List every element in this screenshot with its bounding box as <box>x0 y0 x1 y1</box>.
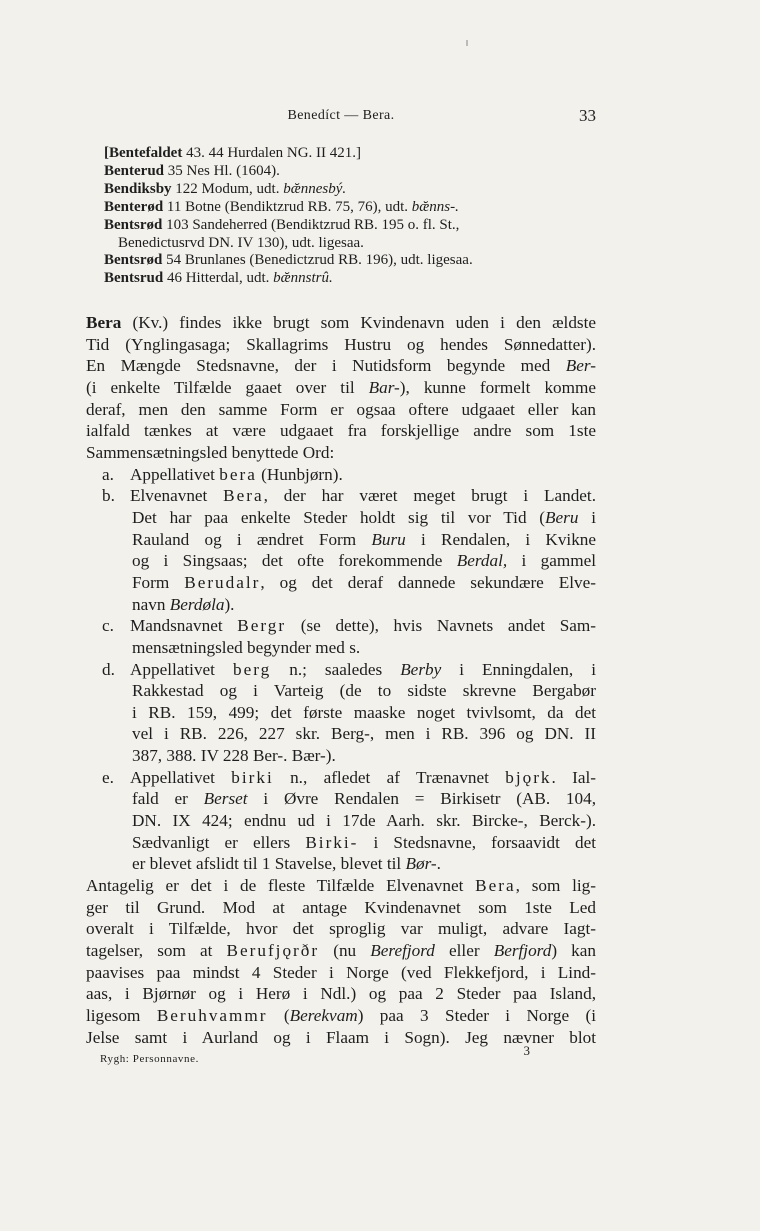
list-item-e: e. Appellativet birki n., afledet af Trænavnet bjǫrk. Ial- <box>102 767 596 787</box>
list-item-c: c. Mandsnavnet Bergr (se dette), hvis Navnets andet Sam- <box>102 616 596 636</box>
text-line: Sammensætningsled benyttede Ord: <box>86 442 335 462</box>
text-line: og i Singsaas; det ofte forekommende Berdal, i gammel <box>132 551 597 571</box>
entry-benterod: Benterød 11 Botne (Bendiktzrud RB. 75, 76), udt. bæ̆nns-. <box>104 198 459 215</box>
text-line: ialfald tænkes at være udgaaet fra forskjellige andre som 1ste <box>86 421 596 441</box>
entry-bentsrud: Bentsrud 46 Hitterdal, udt. bæ̆nnstrû. <box>104 270 333 287</box>
text-line: Rauland og i ændret Form Buru i Rendalen, i Kvikne <box>132 529 597 549</box>
headword-bera: Bera <box>86 313 122 332</box>
text-line: En Mængde Stedsnavne, der i Nutidsform begynde med Ber- <box>86 356 596 376</box>
text-line: vel i RB. 226, 227 skr. Berg-, men i RB. 396 og DN. II <box>132 724 596 744</box>
page-footer <box>100 1043 530 1073</box>
text-line: mensætningsled begynder med s. <box>132 637 361 657</box>
page-header <box>86 106 596 128</box>
speck <box>466 40 468 46</box>
text-line: DN. IX 424; endnu ud i 17de Aarh. skr. Bircke-, Berck-). <box>132 811 596 831</box>
list-item-b: b. Elvenavnet Bera, der har været meget brugt i Landet. <box>102 486 596 506</box>
entry-bendiksby: Bendiksby 122 Modum, udt. bæ̆nnesbý. <box>104 180 347 197</box>
text-line: Det har paa enkelte Steder holdt sig til vor Tid (Beru i <box>132 507 597 527</box>
text-line: Form Berudalr, og det deraf dannede sekundære Elve- <box>132 572 596 592</box>
text-line: tagelser, som at Berufjǫrðr (nu Berefjord eller Berfjord) kan <box>86 941 596 961</box>
list-item-d: d. Appellativet berg n.; saaledes Berby i Enningdalen, i <box>102 659 596 679</box>
text-line: navn Berdøla). <box>132 594 235 614</box>
entry-bentsrod-sandeherred-cont: Benedictusrvd DN. IV 130), udt. ligesaa. <box>118 234 364 251</box>
text-line: er blevet afslidt til 1 Stavelse, blevet til Bør-. <box>132 854 441 874</box>
article-bera <box>86 312 596 1048</box>
text-line: ligesom Beruhvammr (Berekvam) paa 3 Steder i Norge (i <box>86 1006 596 1025</box>
text-line: 387, 388. IV 228 Ber-. Bær-). <box>132 746 336 766</box>
text-line: Antagelig er det i de fleste Tilfælde Elvenavnet Bera, som lig- <box>86 876 596 896</box>
entry-bentefaldet: [Bentefaldet 43. 44 Hurdalen NG. II 421.] <box>104 145 362 161</box>
text-line: overalt i Tilfælde, hvor det sproglig var muligt, advare Iagt- <box>86 919 596 939</box>
page-number: 33 <box>579 106 596 125</box>
entry-bentsrod-brunlanes: Bentsrød 54 Brunlanes (Benedictzrud RB. 196), udt. ligesaa. <box>104 252 473 269</box>
text-line: deraf, men den samme Form er ogsaa oftere udgaaet eller kan <box>86 399 596 419</box>
text-line: i RB. 159, 499; det første maaske noget tvivlsomt, da det <box>132 702 596 722</box>
text-line: paavises paa mindst 4 Steder i Norge (ved Flekkefjord, i Lind- <box>86 962 596 982</box>
text-line: Bera (Kv.) findes ikke brugt som Kvindenavn uden i den ældste <box>86 313 596 332</box>
text-line: (i enkelte Tilfælde gaaet over til Bar-), kunne formelt komme <box>86 377 596 397</box>
entry-bentsrod-sandeherred: Bentsrød 103 Sandeherred (Bendiktzrud RB. 195 o. fl. St., <box>104 216 460 233</box>
running-head: Benedíct — Bera. <box>287 108 395 123</box>
text-line: ger til Grund. Mod at antage Kvindenavnet som 1ste Led <box>86 897 596 917</box>
text-line: Jelse samt i Aurland og i Flaam i Sogn). Jeg nævner blot <box>86 1027 596 1047</box>
signature-number: 3 <box>523 1043 530 1058</box>
text-line: Rakkestad og i Varteig (de to sidste skrevne Bergabør <box>132 681 596 701</box>
text-line: Sædvanligt er ellers Birki- i Stedsnavne, forsaavidt det <box>132 832 596 852</box>
list-item-a: a. Appellativet bera (Hunbjørn). <box>102 464 343 484</box>
text-line: Tid (Ynglingasaga; Skallagrims Hustru og hendes Sønnedatter). <box>86 334 596 354</box>
text-line: aas, i Bjørnør og i Herø i Ndl.) og paa 2 Steder paa Island, <box>86 984 596 1004</box>
signature-line: Rygh: Personnavne. <box>100 1053 199 1065</box>
entry-list <box>104 145 604 288</box>
entry-benterud: Benterud 35 Nes Hl. (1604). <box>104 162 280 179</box>
text-line: fald er Berset i Øvre Rendalen = Birkisetr (AB. 104, <box>132 789 597 809</box>
